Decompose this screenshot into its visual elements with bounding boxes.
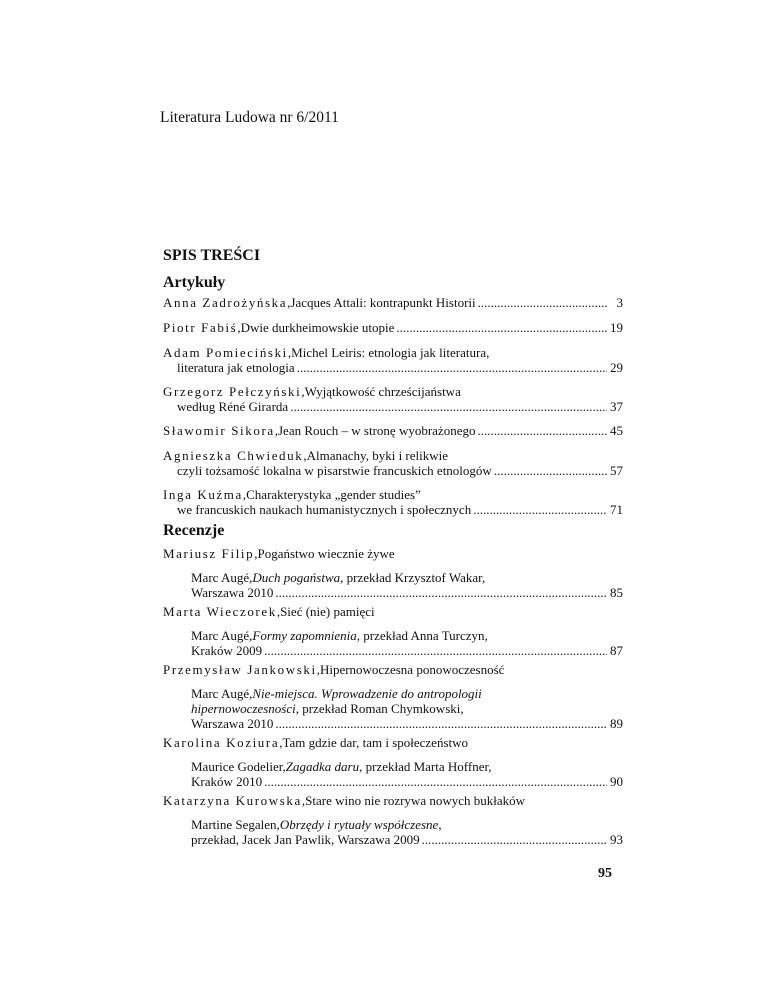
reviews-heading: Recenzje: [163, 522, 225, 539]
article-title: Wyjątkowość chrześcijaństwa: [304, 384, 461, 399]
review-page: 90: [610, 774, 623, 789]
article-page: 37: [610, 399, 623, 414]
leader-dots: [264, 643, 607, 658]
review-author: Marta Wieczorek: [163, 604, 277, 619]
review-entry: Marta Wieczorek , Sieć (nie) pamięci Marc Augé, Formy zapomnienia , przekład Anna Turczyn, Kraków 2009 ..... 87: [163, 604, 623, 658]
book-author: Marc Augé,: [191, 628, 253, 643]
book-title: Nie-miejsca. Wprowadzenie do antropologii: [252, 686, 482, 701]
leader-dots: [396, 320, 607, 335]
leader-dots: [494, 463, 607, 478]
leader-dots: [290, 399, 607, 414]
article-author: Piotr Fabiś: [163, 320, 238, 335]
leader-dots: [477, 423, 607, 438]
book-author: Martine Segalen,: [191, 817, 280, 832]
review-author: Katarzyna Kurowska: [163, 793, 302, 808]
review-title: Sieć (nie) pamięci: [280, 604, 375, 619]
article-author: Sławomir Sikora: [163, 423, 275, 438]
article-entry: Agnieszka Chwieduk , Almanachy, byki i relikwie czyli tożsamość lokalna w pisarstwie francuskich etnologów ..... 57: [163, 448, 623, 478]
article-title: Jean Rouch – w stronę wyobrażonego: [278, 423, 476, 438]
leader-dots: [478, 295, 607, 310]
article-title: Michel Leiris: etnologia jak literatura,: [291, 345, 490, 360]
book-publication: Kraków 2009: [191, 643, 263, 658]
article-entry: Grzegorz Pełczyński , Wyjątkowość chrześcijaństwa według Réné Girarda ..... 37: [163, 384, 623, 414]
leader-dots: [275, 716, 607, 731]
article-page: 71: [610, 502, 623, 517]
review-entry: Przemysław Jankowski , Hipernowoczesna ponowoczesność Marc Augé, Nie-miejsca. Wprowadzenie do antropologii hipernowoczesności , przekład Roman Chymkowski, Warszawa 2010 ..... 89: [163, 662, 623, 731]
article-title-cont: czyli tożsamość lokalna w pisarstwie francuskich etnologów: [177, 463, 492, 478]
article-page: 57: [610, 463, 623, 478]
leader-dots: [422, 832, 607, 847]
article-entry: Piotr Fabiś , Dwie durkheimowskie utopie ..... 19: [163, 320, 623, 335]
article-title: Dwie durkheimowskie utopie: [240, 320, 395, 335]
review-title: Tam gdzie dar, tam i społeczeństwo: [282, 735, 469, 750]
article-author: Grzegorz Pełczyński: [163, 384, 302, 399]
review-entry: Mariusz Filip , Pogaństwo wiecznie żywe Marc Augé, Duch pogaństwa , przekład Krzysztof Wakar, Warszawa 2010 ..... 85: [163, 546, 623, 600]
book-author: Maurice Godelier,: [191, 759, 286, 774]
article-page: 19: [610, 320, 623, 335]
articles-heading: Artykuły: [163, 274, 226, 291]
review-title: Hipernowoczesna ponowoczesność: [319, 662, 505, 677]
article-title: Almanachy, byki i relikwie: [306, 448, 449, 463]
book-publication: Warszawa 2010: [191, 716, 274, 731]
article-author: Agnieszka Chwieduk: [163, 448, 304, 463]
review-author: Mariusz Filip: [163, 546, 255, 561]
review-entry: Katarzyna Kurowska , Stare wino nie rozrywa nowych bukłaków Martine Segalen, Obrzędy i rytuały współczesne , przekład, Jacek Jan Pawlik, Warszawa 2009 ..... 93: [163, 793, 623, 847]
book-title: Formy zapomnienia: [252, 628, 357, 643]
book-title: Zagadka daru: [285, 759, 360, 774]
leader-dots: [297, 360, 607, 375]
toc-title: SPIS TREŚCI: [163, 247, 261, 264]
article-title-cont: według Réné Girarda: [177, 399, 289, 414]
article-author: Anna Zadrożyńska: [163, 295, 288, 310]
leader-dots: [264, 774, 607, 789]
article-title-cont: we francuskich naukach humanistycznych i społecznych: [177, 502, 472, 517]
book-publication: Warszawa 2010: [191, 585, 274, 600]
review-page: 85: [610, 585, 623, 600]
article-title: Charakterystyka „gender studies”: [246, 487, 421, 502]
review-entry: Karolina Koziura , Tam gdzie dar, tam i społeczeństwo Maurice Godelier, Zagadka daru , przekład Marta Hoffner, Kraków 2010 ..... 90: [163, 735, 623, 789]
article-title: Jacques Attali: kontrapunkt Historii: [290, 295, 476, 310]
article-author: Inga Kuźma: [163, 487, 243, 502]
article-page: 29: [610, 360, 623, 375]
article-author: Adam Pomieciński: [163, 345, 288, 360]
book-publication: przekład, Jacek Jan Pawlik, Warszawa 2009: [191, 832, 420, 847]
review-author: Karolina Koziura: [163, 735, 280, 750]
article-entry: Adam Pomieciński , Michel Leiris: etnologia jak literatura, literatura jak etnologia ..... 29: [163, 345, 623, 375]
leader-dots: [473, 502, 607, 517]
book-author: Marc Augé,: [191, 570, 253, 585]
journal-header: Literatura Ludowa nr 6/2011: [160, 109, 339, 126]
article-page: 45: [610, 423, 623, 438]
review-page: 89: [610, 716, 623, 731]
page-number: 95: [598, 866, 612, 881]
review-title: Stare wino nie rozrywa nowych bukłaków: [305, 793, 526, 808]
leader-dots: [275, 585, 607, 600]
book-title-cont: hipernowoczesności: [191, 701, 296, 716]
book-title: Duch pogaństwa: [252, 570, 341, 585]
review-page: 87: [610, 643, 623, 658]
article-entry: Anna Zadrożyńska , Jacques Attali: kontrapunkt Historii ..... 3: [163, 295, 623, 310]
review-title: Pogaństwo wiecznie żywe: [257, 546, 395, 561]
article-title-cont: literatura jak etnologia: [177, 360, 295, 375]
article-entry: Sławomir Sikora , Jean Rouch – w stronę wyobrażonego ..... 45: [163, 423, 623, 438]
article-page: 3: [616, 295, 623, 310]
review-page: 93: [610, 832, 623, 847]
book-title: Obrzędy i rytuały współczesne: [279, 817, 439, 832]
book-publication: Kraków 2010: [191, 774, 263, 789]
review-author: Przemysław Jankowski: [163, 662, 317, 677]
article-entry: Inga Kuźma , Charakterystyka „gender studies” we francuskich naukach humanistycznych i społecznych ..... 71: [163, 487, 623, 517]
book-author: Marc Augé,: [191, 686, 253, 701]
